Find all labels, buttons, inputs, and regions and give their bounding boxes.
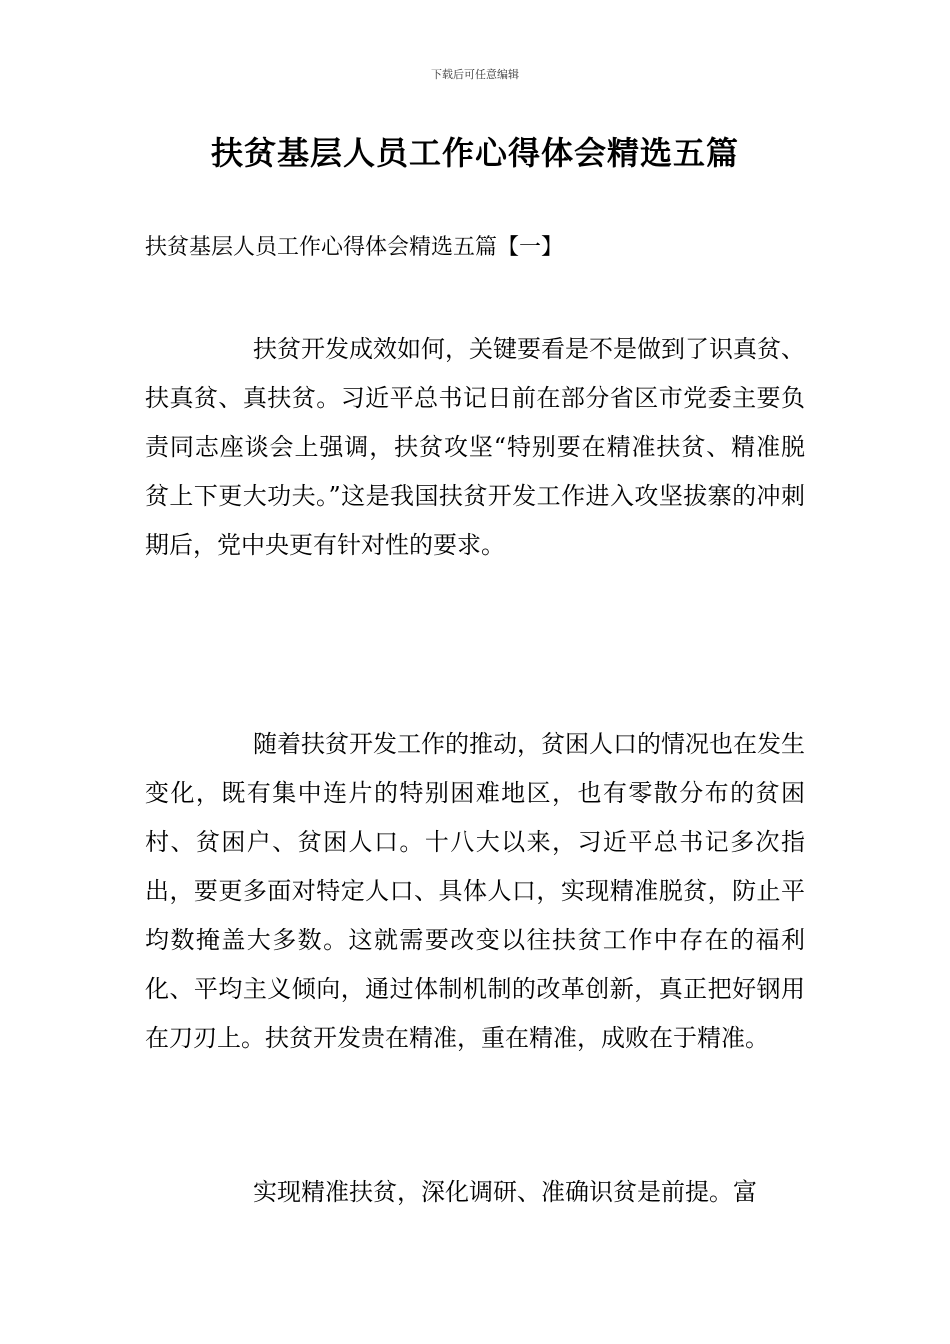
body-paragraph-3: 实现精准扶贫，深化调研、准确识贫是前提。富 — [253, 1178, 757, 1206]
section-heading: 扶贫基层人员工作心得体会精选五篇【一】 — [145, 235, 564, 260]
document-title: 扶贫基层人员工作心得体会精选五篇 — [210, 134, 739, 172]
header-note: 下载后可任意编辑 — [431, 68, 519, 81]
body-paragraph-1: 扶贫开发成效如何，关键要看是不是做到了识真贫、扶真贫、真扶贫。习近平总书记日前在部分省区市党委主要负责同志座谈会上强调，扶贫攻坚“特别要在精准扶贫、精准脱贫上下更大功夫。”这是我国扶贫开发工作进入攻坚拔寨的冲刺期后，党中央更有针对性的要求。 — [145, 335, 805, 559]
body-paragraph-2: 随着扶贫开发工作的推动，贫困人口的情况也在发生变化，既有集中连片的特别困难地区，也有零散分布的贫困村、贫困户、贫困人口。十八大以来，习近平总书记多次指出，要更多面对特定人口、具体人口，实现精准脱贫，防止平均数掩盖大多数。这就需要改变以往扶贫工作中存在的福利化、平均主义倾向，通过体制机制的改革创新，真正把好钢用在刀刃上。扶贫开发贵在精准，重在精准，成败在于精准。 — [145, 730, 805, 1052]
